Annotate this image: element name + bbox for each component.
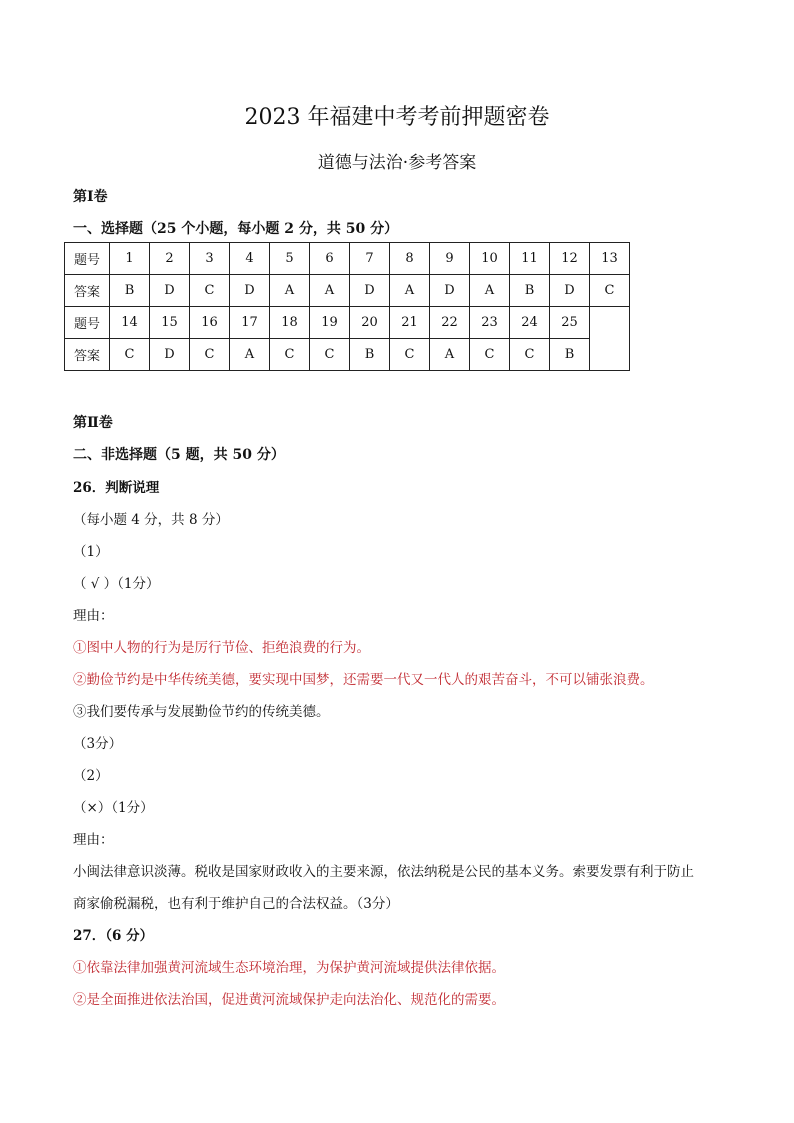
table-cell: C: [590, 275, 630, 307]
q26-sub1-score: （3分）: [73, 736, 123, 752]
table-cell: 2: [150, 243, 190, 275]
part1-heading: 第Ⅰ卷: [73, 189, 108, 205]
table-cell: 10: [470, 243, 510, 275]
table-label-question: 题号: [65, 307, 110, 339]
table-cell: D: [150, 339, 190, 371]
q26-sub2-judgement: （×）（1分）: [73, 800, 154, 816]
part2-section-title: 二、非选择题（5 题，共 50 分）: [73, 447, 285, 463]
part2-heading: 第Ⅱ卷: [73, 415, 113, 431]
table-cell: 17: [230, 307, 270, 339]
table-cell: 3: [190, 243, 230, 275]
table-empty-cell: [590, 307, 630, 371]
answer-table: [64, 242, 630, 371]
table-cell: A: [390, 275, 430, 307]
table-row-answer-1: [65, 275, 630, 307]
table-row-question-2: [65, 307, 630, 339]
table-cell: C: [310, 339, 350, 371]
table-cell: 25: [550, 307, 590, 339]
table-cell: D: [430, 275, 470, 307]
table-cell: 13: [590, 243, 630, 275]
q26-sub1-judgement: （ √ ）（1分）: [73, 576, 160, 592]
table-cell: A: [310, 275, 350, 307]
table-cell: A: [230, 339, 270, 371]
q26-sub1-reason-label: 理由：: [73, 608, 114, 624]
table-cell: 5: [270, 243, 310, 275]
q26-sub2-reason-line-2: 商家偷税漏税，也有利于维护自己的合法权益。（3分）: [73, 896, 399, 912]
table-row-answer-2: [65, 339, 630, 371]
table-cell: 7: [350, 243, 390, 275]
table-cell: 8: [390, 243, 430, 275]
table-cell: 19: [310, 307, 350, 339]
document-subtitle: 道德与法治·参考答案: [317, 153, 477, 173]
table-cell: C: [510, 339, 550, 371]
q26-sub1-label: （1）: [73, 544, 109, 560]
table-cell: A: [430, 339, 470, 371]
q27-answer-2: ②是全面推进依法治国，促进黄河流域保护走向法治化、规范化的需要。: [73, 992, 505, 1008]
table-cell: B: [550, 339, 590, 371]
table-cell: D: [550, 275, 590, 307]
table-cell: A: [270, 275, 310, 307]
table-cell: B: [350, 339, 390, 371]
q26-sub2-reason-line-1: 小闽法律意识淡薄。税收是国家财政收入的主要来源，依法纳税是公民的基本义务。索要发票有利于防止: [73, 864, 694, 880]
table-cell: 24: [510, 307, 550, 339]
table-cell: C: [270, 339, 310, 371]
table-cell: 22: [430, 307, 470, 339]
table-cell: D: [350, 275, 390, 307]
q26-title: 26．判断说理: [73, 480, 160, 496]
table-cell: B: [510, 275, 550, 307]
table-cell: 20: [350, 307, 390, 339]
table-cell: D: [230, 275, 270, 307]
table-cell: 6: [310, 243, 350, 275]
table-cell: 4: [230, 243, 270, 275]
table-cell: C: [190, 275, 230, 307]
table-cell: C: [190, 339, 230, 371]
table-cell: B: [110, 275, 150, 307]
table-cell: 9: [430, 243, 470, 275]
table-label-question: 题号: [65, 243, 110, 275]
q26-sub1-reason-3: ③我们要传承与发展勤俭节约的传统美德。: [73, 704, 330, 720]
table-label-answer: 答案: [65, 275, 110, 307]
table-cell: 1: [110, 243, 150, 275]
table-row-question-1: [65, 243, 630, 275]
table-cell: 23: [470, 307, 510, 339]
q26-score-note: （每小题 4 分，共 8 分）: [73, 512, 229, 528]
table-cell: C: [390, 339, 430, 371]
table-cell: 11: [510, 243, 550, 275]
q26-sub2-reason-label: 理由：: [73, 832, 114, 848]
document-title: 2023 年福建中考考前押题密卷: [244, 105, 550, 130]
table-cell: 18: [270, 307, 310, 339]
q27-answer-1: ①依靠法律加强黄河流域生态环境治理，为保护黄河流域提供法律依据。: [73, 960, 505, 976]
q26-sub2-label: （2）: [73, 768, 109, 784]
table-cell: C: [110, 339, 150, 371]
table-cell: C: [470, 339, 510, 371]
table-cell: 21: [390, 307, 430, 339]
table-cell: 16: [190, 307, 230, 339]
q26-sub1-reason-1: ①图中人物的行为是厉行节俭、拒绝浪费的行为。: [73, 640, 370, 656]
table-cell: A: [470, 275, 510, 307]
table-cell: 12: [550, 243, 590, 275]
part1-section-title: 一、选择题（25 个小题，每小题 2 分，共 50 分）: [73, 221, 399, 237]
q26-sub1-reason-2: ②勤俭节约是中华传统美德，要实现中国梦，还需要一代又一代人的艰苦奋斗，不可以铺张浪费。: [73, 672, 654, 688]
table-cell: 14: [110, 307, 150, 339]
table-label-answer: 答案: [65, 339, 110, 371]
table-cell: 15: [150, 307, 190, 339]
table-cell: D: [150, 275, 190, 307]
q27-title: 27．（6 分）: [73, 928, 154, 944]
